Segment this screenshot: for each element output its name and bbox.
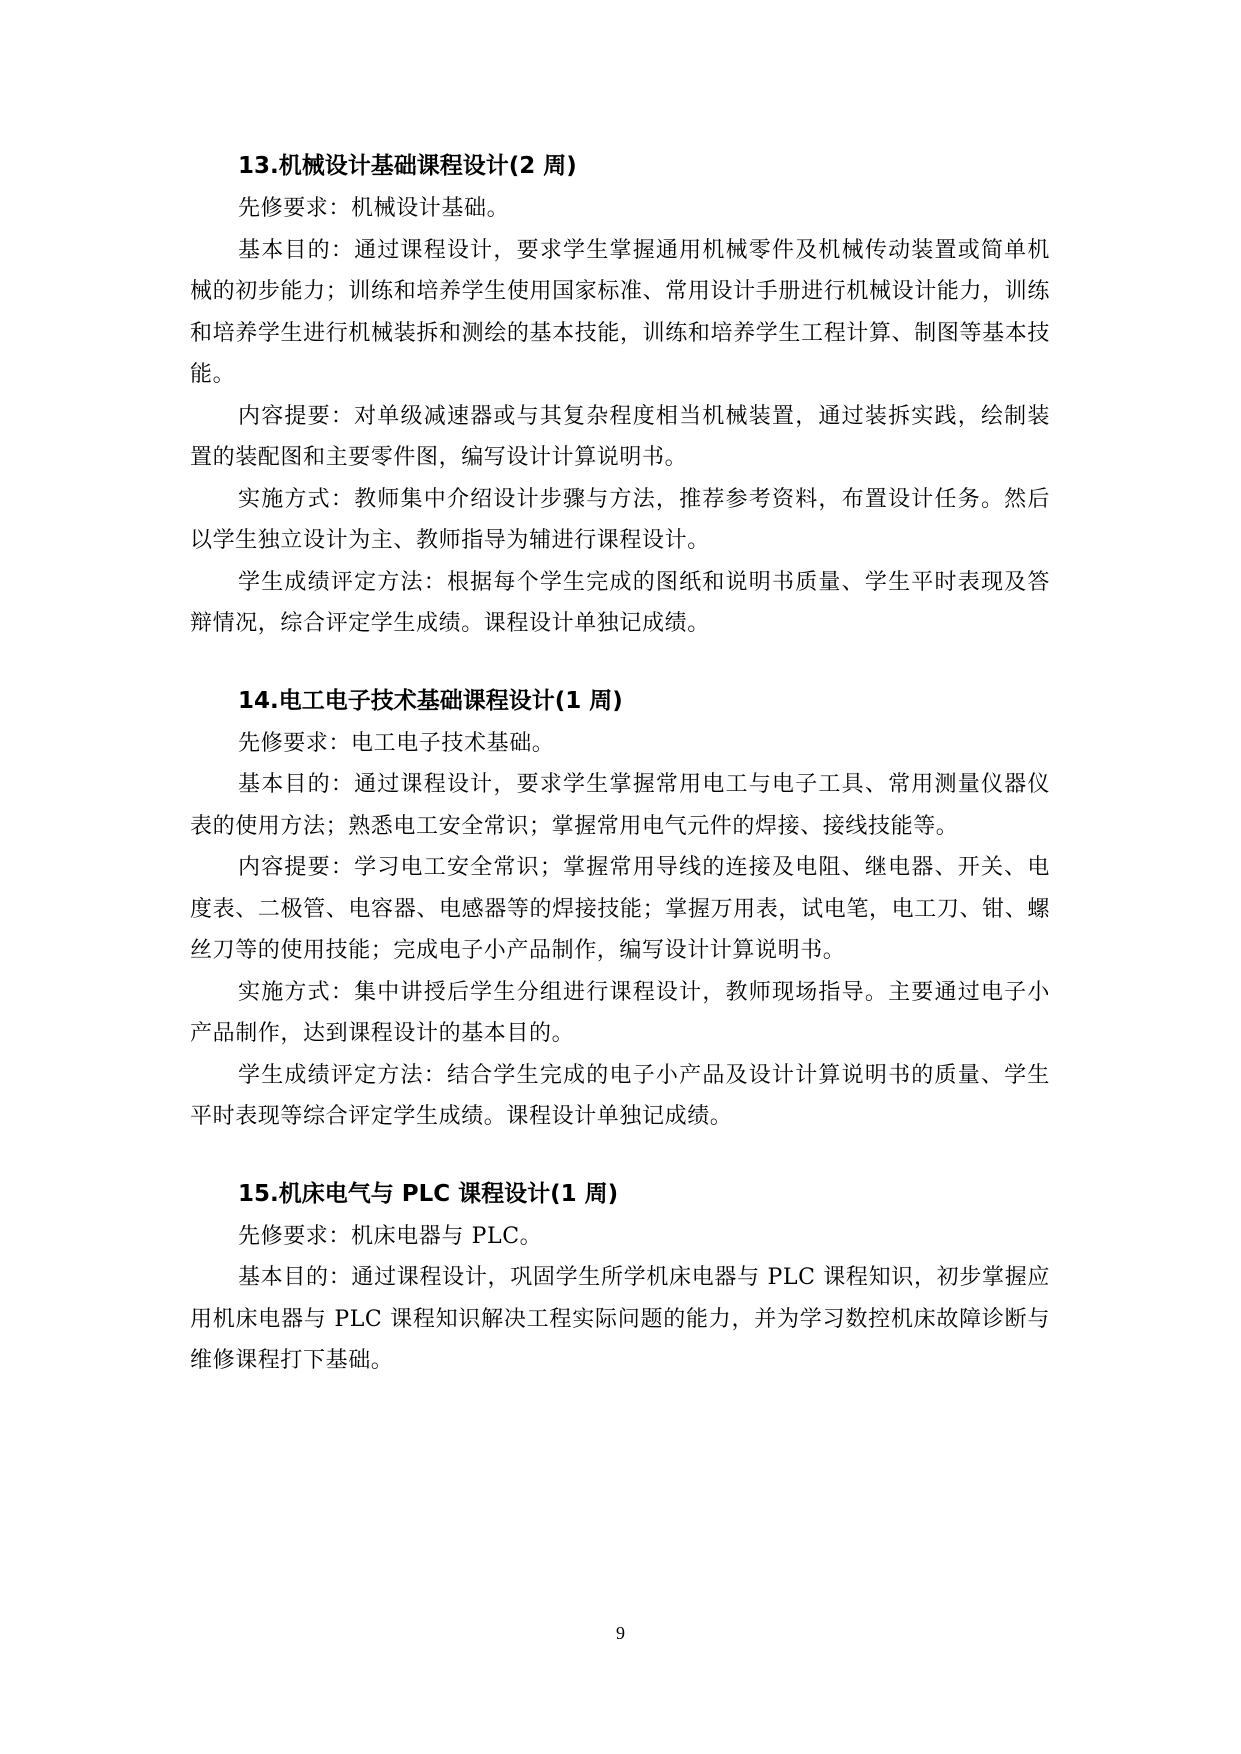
paragraph-content: 内容提要：学习电工安全常识；掌握常用导线的连接及电阻、继电器、开关、电度表、二极管、电容器、电感器等的焊接技能；掌握万用表，试电笔，电工刀、钳、螺丝刀等的使用技能；完成电子小产品制作，编写设计计算说明书。: [190, 855, 1050, 963]
paragraph-objective: 基本目的：通过课程设计，要求学生掌握常用电工与电子工具、常用测量仪器仪表的使用方法；熟悉电工安全常识；掌握常用电气元件的焊接、接线技能等。: [190, 772, 1050, 839]
section-13: [190, 148, 1050, 645]
section-14: [190, 683, 1050, 1138]
paragraph-objective: 基本目的：通过课程设计，要求学生掌握通用机械零件及机械传动装置或简单机械的初步能力；训练和培养学生使用国家标准、常用设计手册进行机械设计能力，训练和培养学生进行机械装拆和测绘的基本技能，训练和培养学生工程计算、制图等基本技能。: [190, 237, 1050, 387]
section-heading: 15.机床电气与 PLC 课程设计(1 周): [238, 1180, 619, 1207]
document-page: [190, 148, 1050, 1382]
section-heading: 13.机械设计基础课程设计(2 周): [238, 153, 577, 179]
page-number: 9: [616, 1623, 625, 1643]
paragraph-prerequisite: 先修要求：机械设计基础。: [238, 196, 510, 221]
paragraph-prerequisite: 先修要求：电工电子技术基础。: [238, 730, 555, 756]
paragraph-assessment: 学生成绩评定方法：结合学生完成的电子小产品及设计计算说明书的质量、学生平时表现等综合评定学生成绩。课程设计单独记成绩。: [190, 1062, 1050, 1129]
paragraph-assessment: 学生成绩评定方法：根据每个学生完成的图纸和说明书质量、学生平时表现及答辩情况，综合评定学生成绩。课程设计单独记成绩。: [190, 569, 1050, 636]
paragraph-prerequisite: 先修要求：机床电器与 PLC。: [238, 1223, 543, 1249]
paragraph-method: 实施方式：集中讲授后学生分组进行课程设计，教师现场指导。主要通过电子小产品制作，达到课程设计的基本目的。: [190, 979, 1050, 1046]
paragraph-objective: 基本目的：通过课程设计，巩固学生所学机床电器与 PLC 课程知识，初步掌握应用机床电器与 PLC 课程知识解决工程实际问题的能力，并为学习数控机床故障诊断与维修课程打下基础。: [190, 1265, 1050, 1373]
paragraph-content: 内容提要：对单级减速器或与其复杂程度相当机械装置，通过装拆实践，绘制装置的装配图和主要零件图，编写设计计算说明书。: [190, 403, 1050, 470]
paragraph-method: 实施方式：教师集中介绍设计步骤与方法，推荐参考资料，布置设计任务。然后以学生独立设计为主、教师指导为辅进行课程设计。: [190, 486, 1050, 553]
section-15: [190, 1176, 1050, 1382]
section-heading: 14.电工电子技术基础课程设计(1 周): [238, 687, 623, 714]
